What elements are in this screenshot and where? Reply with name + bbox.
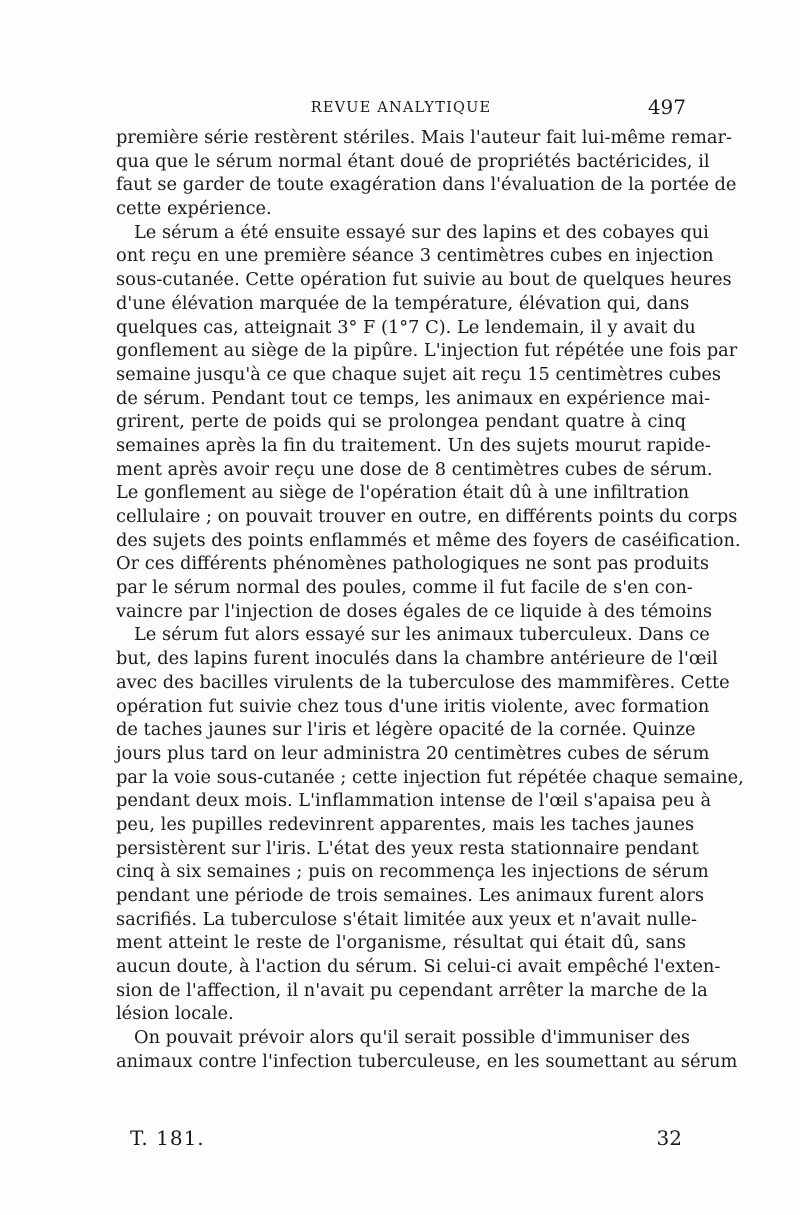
text-line: persistèrent sur l'iris. L'état des yeux resta stationnaire pendant <box>116 837 699 859</box>
text-line: des sujets des points enflammés et même des foyers de caséification. <box>116 529 741 551</box>
running-title: REVUE ANALYTIQUE <box>310 100 492 116</box>
page-number: 497 <box>647 95 686 119</box>
text-line: pendant une période de trois semaines. Les animaux furent alors <box>116 885 704 906</box>
text-line: semaines après la fin du traitement. Un des sujets mourut rapide- <box>116 434 711 456</box>
text-line: On pouvait prévoir alors qu'il serait possible d'immuniser des <box>134 1027 690 1049</box>
signature-mark: T. 181. <box>130 1126 205 1150</box>
text-line: pendant deux mois. L'inflammation intense de l'œil s'apaisa peu à <box>116 790 712 812</box>
text-line: qua que le sérum normal étant doué de propriétés bactéricides, il <box>116 150 710 172</box>
text-line: cette expérience. <box>116 198 272 220</box>
text-line: par la voie sous-cutanée ; cette injection fut répétée chaque semaine, <box>116 766 744 788</box>
text-line: Or ces différents phénomènes pathologiques ne sont pas produits <box>116 553 709 575</box>
text-line: aucun doute, à l'action du sérum. Si celui-ci avait empêché l'exten- <box>116 956 721 978</box>
text-line: cellulaire ; on pouvait trouver en outre, en différents points du corps <box>116 506 738 527</box>
text-line: ment après avoir reçu une dose de 8 centimètres cubes de sérum. <box>116 458 713 480</box>
text-line: but, des lapins furent inoculés dans la chambre antérieure de l'œil <box>116 648 718 670</box>
text-line: semaine jusqu'à ce que chaque sujet ait reçu 15 centimètres cubes <box>116 363 722 385</box>
text-line: opération fut suivie chez tous d'une iritis violente, avec formation <box>116 695 710 717</box>
text-line: cinq à six semaines ; puis on recommença les injections de sérum <box>116 861 709 883</box>
text-line: avec des bacilles virulents de la tuberculose des mammifères. Cette <box>116 671 730 693</box>
text-line: peu, les pupilles redevinrent apparentes, mais les taches jaunes <box>116 813 695 835</box>
text-line: grirent, perte de poids qui se prolongea pendant quatre à cinq <box>116 411 686 433</box>
text-line: gonflement au siège de la pipûre. L'injection fut répétée une fois par <box>116 340 738 362</box>
text-line: Le sérum a été ensuite essayé sur des lapins et des cobayes qui <box>134 221 709 243</box>
text-line: première série restèrent stériles. Mais l'auteur fait lui-même remar- <box>116 127 732 148</box>
text-line: sous-cutanée. Cette opération fut suivie au bout de quelques heures <box>116 269 732 291</box>
text-line: de sérum. Pendant tout ce temps, les animaux en expérience mai- <box>116 387 711 409</box>
text-line: jours plus tard on leur administra 20 centimètres cubes de sérum <box>116 742 710 764</box>
sheet-number: 32 <box>656 1126 682 1150</box>
text-line: ment atteint le reste de l'organisme, résultat qui était dû, sans <box>116 932 686 954</box>
text-line: Le sérum fut alors essayé sur les animaux tuberculeux. Dans ce <box>134 624 710 646</box>
text-line: faut se garder de toute exagération dans l'évaluation de la portée de <box>116 174 737 196</box>
text-line: vaincre par l'injection de doses égales de ce liquide à des témoins <box>116 600 713 622</box>
text-line: animaux contre l'infection tuberculeuse, en les soumettant au sérum <box>116 1050 738 1072</box>
text-line: sacrifiés. La tuberculose s'était limitée aux yeux et n'avait nulle- <box>116 908 698 930</box>
text-line: sion de l'affection, il n'avait pu cependant arrêter la marche de la <box>116 979 708 1001</box>
body-text <box>116 126 744 1074</box>
text-line: ont reçu en une première séance 3 centimètres cubes en injection <box>116 245 714 267</box>
text-line: lésion locale. <box>116 1003 234 1025</box>
text-line: Le gonflement au siège de l'opération était dû à une infiltration <box>116 482 690 504</box>
text-line: quelques cas, atteignait 3° F (1°7 C). Le lendemain, il y avait du <box>116 316 696 338</box>
text-line: par le sérum normal des poules, comme il fut facile de s'en con- <box>116 577 693 599</box>
text-line: d'une élévation marquée de la température, élévation qui, dans <box>116 292 690 314</box>
text-line: de taches jaunes sur l'iris et légère opacité de la cornée. Quinze <box>116 719 696 741</box>
running-header <box>116 95 686 122</box>
page-footer <box>116 1126 686 1154</box>
